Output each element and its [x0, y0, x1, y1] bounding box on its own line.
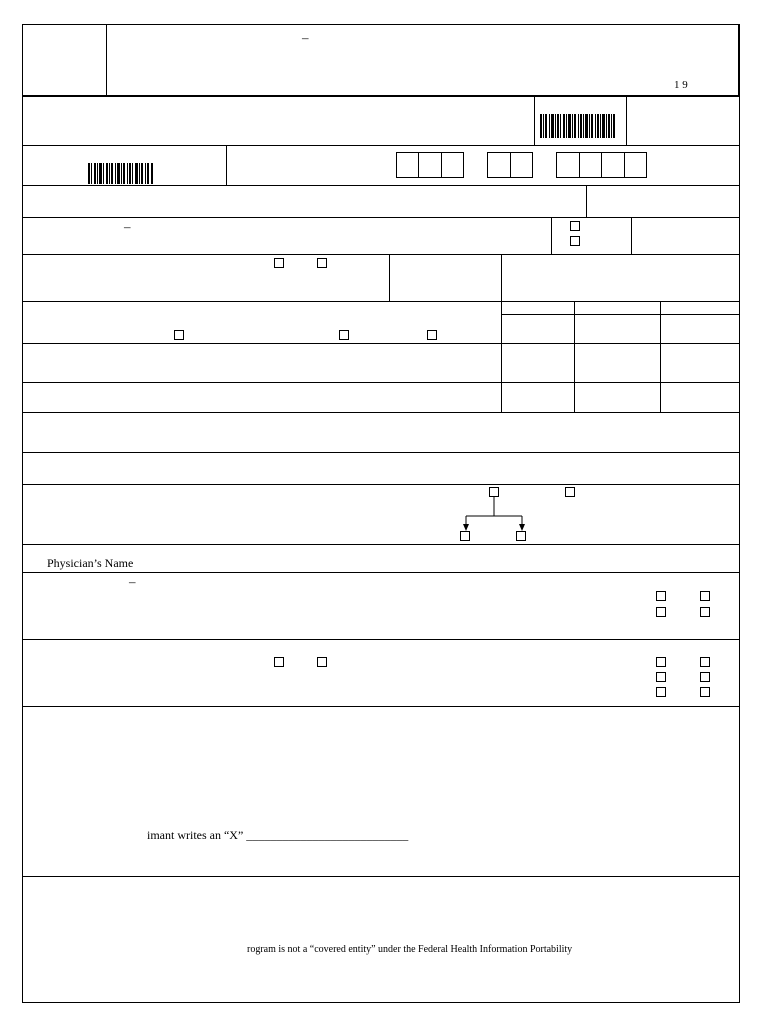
- checkbox[interactable]: [656, 687, 666, 697]
- form-barcode-2: [88, 163, 154, 184]
- row-divider: [22, 876, 740, 877]
- grid-column-divider: [574, 301, 575, 412]
- cell-divider: [389, 254, 390, 301]
- grid-subheader-line: [501, 314, 740, 315]
- row-divider: [22, 145, 740, 146]
- checkbox[interactable]: [570, 236, 580, 246]
- cell-divider: [551, 217, 552, 254]
- page-number: 1 9: [674, 79, 688, 91]
- row-divider: [22, 572, 740, 573]
- checkbox[interactable]: [656, 672, 666, 682]
- physician-dash: –: [129, 574, 136, 589]
- checkbox[interactable]: [700, 591, 710, 601]
- row-divider: [22, 185, 740, 186]
- row-divider: [22, 412, 740, 413]
- row-divider: [22, 343, 740, 344]
- branch-arrow-icon: [455, 497, 535, 533]
- checkbox[interactable]: [460, 531, 470, 541]
- date-year-boxes[interactable]: [556, 152, 647, 178]
- checkbox[interactable]: [656, 657, 666, 667]
- checkbox[interactable]: [274, 258, 284, 268]
- checkbox[interactable]: [570, 221, 580, 231]
- privacy-notice-text: rogram is not a “covered entity” under the Federal Health Information Portability: [247, 944, 573, 955]
- section-dash: –: [124, 219, 131, 234]
- column-divider: [501, 254, 502, 412]
- checkbox[interactable]: [700, 607, 710, 617]
- row-divider: [22, 382, 740, 383]
- checkbox[interactable]: [274, 657, 284, 667]
- physician-name-label: Physician’s Name: [47, 556, 134, 570]
- checkbox[interactable]: [700, 672, 710, 682]
- form-left-border: [22, 24, 23, 1002]
- logo-cell-divider: [106, 24, 107, 96]
- checkbox[interactable]: [489, 487, 499, 497]
- row-divider: [22, 254, 740, 255]
- grid-column-divider: [660, 301, 661, 412]
- row-divider: [22, 452, 740, 453]
- checkbox[interactable]: [700, 657, 710, 667]
- form-bottom-border: [22, 1002, 740, 1003]
- date-day-boxes[interactable]: [487, 152, 533, 178]
- checkbox[interactable]: [339, 330, 349, 340]
- row-divider: [22, 484, 740, 485]
- checkbox[interactable]: [700, 687, 710, 697]
- row-divider: [22, 639, 740, 640]
- cell-divider: [631, 217, 632, 254]
- checkbox[interactable]: [317, 258, 327, 268]
- checkbox[interactable]: [174, 330, 184, 340]
- form-top-border: [22, 24, 740, 25]
- signature-mark-line[interactable]: imant writes an “X” ___________________________: [147, 828, 409, 842]
- checkbox[interactable]: [427, 330, 437, 340]
- barcode-cell-left: [534, 97, 535, 145]
- row-divider: [22, 544, 740, 545]
- row-divider: [22, 301, 740, 302]
- header-right-thick-border: [738, 24, 740, 96]
- checkbox[interactable]: [656, 591, 666, 601]
- cell-divider: [586, 185, 587, 217]
- checkbox[interactable]: [656, 607, 666, 617]
- checkbox[interactable]: [565, 487, 575, 497]
- date-month-boxes[interactable]: [396, 152, 464, 178]
- row-divider: [22, 706, 740, 707]
- row-divider: [22, 217, 740, 218]
- form-right-border: [739, 24, 740, 1002]
- barcode-cell-right: [626, 97, 627, 145]
- form-barcode-1: [540, 114, 616, 138]
- checkbox[interactable]: [317, 657, 327, 667]
- checkbox[interactable]: [516, 531, 526, 541]
- cell-divider: [226, 145, 227, 185]
- header-bottom-rule: [22, 95, 740, 97]
- header-dash: –: [302, 30, 309, 45]
